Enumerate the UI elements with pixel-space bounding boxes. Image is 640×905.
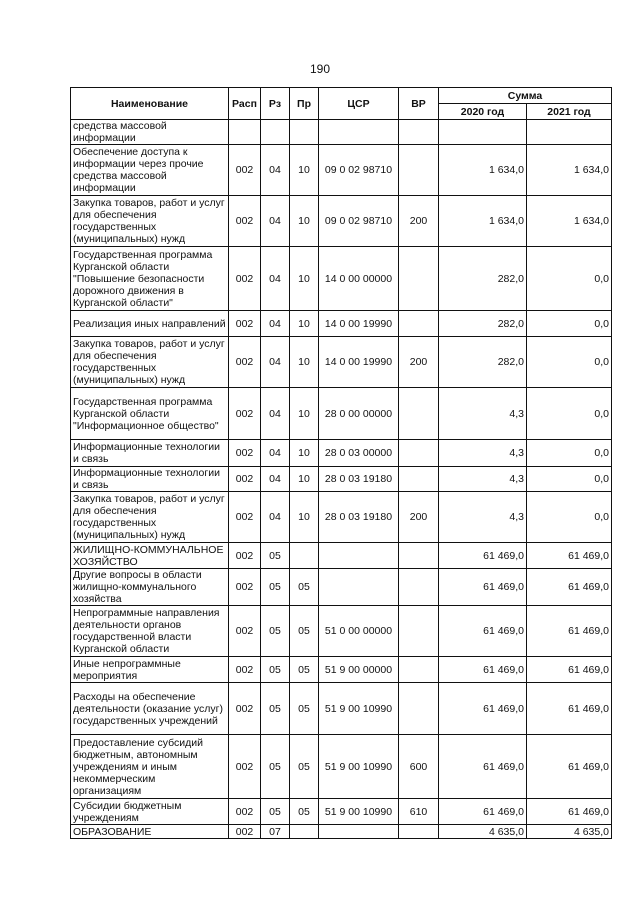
row-vr bbox=[399, 120, 439, 145]
row-rz: 05 bbox=[261, 657, 290, 683]
row-pr: 05 bbox=[290, 735, 319, 799]
row-amount-2021: 61 469,0 bbox=[527, 606, 612, 657]
header-rz: Рз bbox=[261, 88, 290, 120]
table-row bbox=[71, 825, 612, 839]
table-row bbox=[71, 311, 612, 337]
table-row bbox=[71, 606, 612, 657]
row-rasp: 002 bbox=[229, 388, 261, 440]
table-row bbox=[71, 543, 612, 569]
header-name: Наименование bbox=[71, 88, 229, 120]
header-2020: 2020 год bbox=[439, 104, 527, 120]
table-row bbox=[71, 799, 612, 825]
row-amount-2021: 0,0 bbox=[527, 440, 612, 467]
row-vr bbox=[399, 683, 439, 735]
row-vr: 200 bbox=[399, 492, 439, 543]
table-row bbox=[71, 196, 612, 247]
row-csr: 28 0 03 19180 bbox=[319, 467, 399, 492]
row-csr: 09 0 02 98710 bbox=[319, 145, 399, 196]
row-vr bbox=[399, 543, 439, 569]
row-pr: 10 bbox=[290, 388, 319, 440]
row-name: Иные непрограммные мероприятия bbox=[71, 657, 229, 683]
row-pr: 10 bbox=[290, 440, 319, 467]
row-rasp: 002 bbox=[229, 799, 261, 825]
row-vr: 200 bbox=[399, 337, 439, 388]
row-amount-2021: 0,0 bbox=[527, 467, 612, 492]
header-sum: Сумма bbox=[439, 88, 612, 104]
row-rasp: 002 bbox=[229, 311, 261, 337]
row-rz: 05 bbox=[261, 569, 290, 606]
row-pr: 10 bbox=[290, 247, 319, 311]
row-pr: 05 bbox=[290, 569, 319, 606]
row-amount-2020: 4,3 bbox=[439, 492, 527, 543]
row-pr: 10 bbox=[290, 467, 319, 492]
row-rz: 04 bbox=[261, 492, 290, 543]
row-csr: 14 0 00 19990 bbox=[319, 337, 399, 388]
row-pr: 05 bbox=[290, 683, 319, 735]
row-name: средства массовой информации bbox=[71, 120, 229, 145]
row-name: Информационные технологии и связь bbox=[71, 467, 229, 492]
row-rasp: 002 bbox=[229, 467, 261, 492]
row-rasp: 002 bbox=[229, 543, 261, 569]
row-vr bbox=[399, 388, 439, 440]
row-vr: 200 bbox=[399, 196, 439, 247]
header-pr: Пр bbox=[290, 88, 319, 120]
row-amount-2021: 0,0 bbox=[527, 311, 612, 337]
row-csr bbox=[319, 825, 399, 839]
row-name: Государственная программа Курганской области "Повышение безопасности дорожного движения в Курганской области" bbox=[71, 247, 229, 311]
row-name: Реализация иных направлений bbox=[71, 311, 229, 337]
row-pr: 05 bbox=[290, 657, 319, 683]
header-csr: ЦСР bbox=[319, 88, 399, 120]
row-rz: 04 bbox=[261, 247, 290, 311]
row-csr: 51 9 00 00000 bbox=[319, 657, 399, 683]
row-csr: 14 0 00 00000 bbox=[319, 247, 399, 311]
page-number: 190 bbox=[309, 62, 331, 76]
row-rz: 04 bbox=[261, 467, 290, 492]
row-name: Предоставление субсидий бюджетным, автономным учреждениям и иным некоммерческим организациям bbox=[71, 735, 229, 799]
row-amount-2020: 282,0 bbox=[439, 247, 527, 311]
row-rasp: 002 bbox=[229, 735, 261, 799]
row-amount-2021: 61 469,0 bbox=[527, 657, 612, 683]
row-amount-2021: 0,0 bbox=[527, 247, 612, 311]
table-row bbox=[71, 492, 612, 543]
row-amount-2020: 1 634,0 bbox=[439, 196, 527, 247]
table-row bbox=[71, 247, 612, 311]
row-amount-2020: 1 634,0 bbox=[439, 145, 527, 196]
row-rasp: 002 bbox=[229, 683, 261, 735]
row-csr: 51 0 00 00000 bbox=[319, 606, 399, 657]
row-rasp: 002 bbox=[229, 825, 261, 839]
row-name: Закупка товаров, работ и услуг для обеспечения государственных (муниципальных) нужд bbox=[71, 337, 229, 388]
row-amount-2020: 61 469,0 bbox=[439, 735, 527, 799]
row-amount-2021: 1 634,0 bbox=[527, 145, 612, 196]
row-amount-2021: 0,0 bbox=[527, 337, 612, 388]
row-amount-2021: 61 469,0 bbox=[527, 569, 612, 606]
row-rasp bbox=[229, 120, 261, 145]
row-rz: 05 bbox=[261, 683, 290, 735]
budget-table bbox=[70, 87, 612, 839]
row-name: ОБРАЗОВАНИЕ bbox=[71, 825, 229, 839]
header-2021: 2021 год bbox=[527, 104, 612, 120]
row-rz: 07 bbox=[261, 825, 290, 839]
row-amount-2020 bbox=[439, 120, 527, 145]
row-csr: 28 0 00 00000 bbox=[319, 388, 399, 440]
row-amount-2021: 61 469,0 bbox=[527, 735, 612, 799]
row-amount-2020: 61 469,0 bbox=[439, 569, 527, 606]
row-rz: 05 bbox=[261, 735, 290, 799]
row-pr: 05 bbox=[290, 606, 319, 657]
row-vr bbox=[399, 247, 439, 311]
row-csr: 28 0 03 19180 bbox=[319, 492, 399, 543]
row-amount-2020: 282,0 bbox=[439, 337, 527, 388]
row-vr: 600 bbox=[399, 735, 439, 799]
row-name: ЖИЛИЩНО-КОММУНАЛЬНОЕ ХОЗЯЙСТВО bbox=[71, 543, 229, 569]
table-row bbox=[71, 145, 612, 196]
row-rz bbox=[261, 120, 290, 145]
row-rz: 05 bbox=[261, 543, 290, 569]
table-row bbox=[71, 683, 612, 735]
row-rasp: 002 bbox=[229, 492, 261, 543]
table-row bbox=[71, 440, 612, 467]
row-csr bbox=[319, 543, 399, 569]
row-csr: 51 9 00 10990 bbox=[319, 683, 399, 735]
row-name: Обеспечение доступа к информации через прочие средства массовой информации bbox=[71, 145, 229, 196]
row-amount-2021: 61 469,0 bbox=[527, 799, 612, 825]
table-row bbox=[71, 388, 612, 440]
row-csr: 28 0 03 00000 bbox=[319, 440, 399, 467]
row-rz: 04 bbox=[261, 388, 290, 440]
row-name: Субсидии бюджетным учреждениям bbox=[71, 799, 229, 825]
row-name: Закупка товаров, работ и услуг для обеспечения государственных (муниципальных) нужд bbox=[71, 492, 229, 543]
row-pr: 10 bbox=[290, 311, 319, 337]
row-vr bbox=[399, 311, 439, 337]
row-amount-2020: 61 469,0 bbox=[439, 799, 527, 825]
row-rz: 05 bbox=[261, 606, 290, 657]
row-rasp: 002 bbox=[229, 196, 261, 247]
row-amount-2021: 4 635,0 bbox=[527, 825, 612, 839]
row-pr: 10 bbox=[290, 145, 319, 196]
row-rasp: 002 bbox=[229, 440, 261, 467]
row-amount-2021: 0,0 bbox=[527, 388, 612, 440]
row-name: Расходы на обеспечение деятельности (оказание услуг) государственных учреждений bbox=[71, 683, 229, 735]
row-vr: 610 bbox=[399, 799, 439, 825]
row-pr bbox=[290, 543, 319, 569]
row-amount-2021 bbox=[527, 120, 612, 145]
table-row bbox=[71, 337, 612, 388]
row-rz: 04 bbox=[261, 440, 290, 467]
row-amount-2021: 0,0 bbox=[527, 492, 612, 543]
row-amount-2020: 61 469,0 bbox=[439, 543, 527, 569]
row-rasp: 002 bbox=[229, 337, 261, 388]
row-name: Другие вопросы в области жилищно-коммунального хозяйства bbox=[71, 569, 229, 606]
row-amount-2020: 4,3 bbox=[439, 467, 527, 492]
row-name: Информационные технологии и связь bbox=[71, 440, 229, 467]
row-pr: 10 bbox=[290, 196, 319, 247]
row-vr bbox=[399, 440, 439, 467]
table-row bbox=[71, 735, 612, 799]
row-vr bbox=[399, 825, 439, 839]
row-amount-2020: 61 469,0 bbox=[439, 657, 527, 683]
row-csr: 51 9 00 10990 bbox=[319, 799, 399, 825]
row-amount-2020: 4,3 bbox=[439, 388, 527, 440]
table-body bbox=[71, 120, 612, 839]
row-pr bbox=[290, 120, 319, 145]
table-row bbox=[71, 569, 612, 606]
row-pr: 10 bbox=[290, 337, 319, 388]
row-csr: 14 0 00 19990 bbox=[319, 311, 399, 337]
row-pr bbox=[290, 825, 319, 839]
row-rz: 04 bbox=[261, 337, 290, 388]
row-vr bbox=[399, 467, 439, 492]
row-amount-2021: 61 469,0 bbox=[527, 543, 612, 569]
row-rasp: 002 bbox=[229, 657, 261, 683]
table-row bbox=[71, 120, 612, 145]
table-row bbox=[71, 657, 612, 683]
row-vr bbox=[399, 145, 439, 196]
row-name: Закупка товаров, работ и услуг для обеспечения государственных (муниципальных) нужд bbox=[71, 196, 229, 247]
row-rz: 05 bbox=[261, 799, 290, 825]
header-rasp: Расп bbox=[229, 88, 261, 120]
table-row bbox=[71, 467, 612, 492]
row-rz: 04 bbox=[261, 196, 290, 247]
row-rasp: 002 bbox=[229, 247, 261, 311]
row-rasp: 002 bbox=[229, 145, 261, 196]
row-pr: 10 bbox=[290, 492, 319, 543]
row-csr: 09 0 02 98710 bbox=[319, 196, 399, 247]
row-name: Государственная программа Курганской области "Информационное общество" bbox=[71, 388, 229, 440]
row-rz: 04 bbox=[261, 145, 290, 196]
row-amount-2020: 4 635,0 bbox=[439, 825, 527, 839]
row-vr bbox=[399, 657, 439, 683]
header-vr: ВР bbox=[399, 88, 439, 120]
row-csr: 51 9 00 10990 bbox=[319, 735, 399, 799]
row-rasp: 002 bbox=[229, 569, 261, 606]
row-pr: 05 bbox=[290, 799, 319, 825]
row-rz: 04 bbox=[261, 311, 290, 337]
row-csr bbox=[319, 569, 399, 606]
row-amount-2021: 61 469,0 bbox=[527, 683, 612, 735]
row-name: Непрограммные направления деятельности органов государственной власти Курганской области bbox=[71, 606, 229, 657]
row-amount-2020: 61 469,0 bbox=[439, 683, 527, 735]
row-rasp: 002 bbox=[229, 606, 261, 657]
row-csr bbox=[319, 120, 399, 145]
row-amount-2020: 282,0 bbox=[439, 311, 527, 337]
row-amount-2020: 61 469,0 bbox=[439, 606, 527, 657]
row-vr bbox=[399, 569, 439, 606]
row-amount-2021: 1 634,0 bbox=[527, 196, 612, 247]
row-vr bbox=[399, 606, 439, 657]
row-amount-2020: 4,3 bbox=[439, 440, 527, 467]
